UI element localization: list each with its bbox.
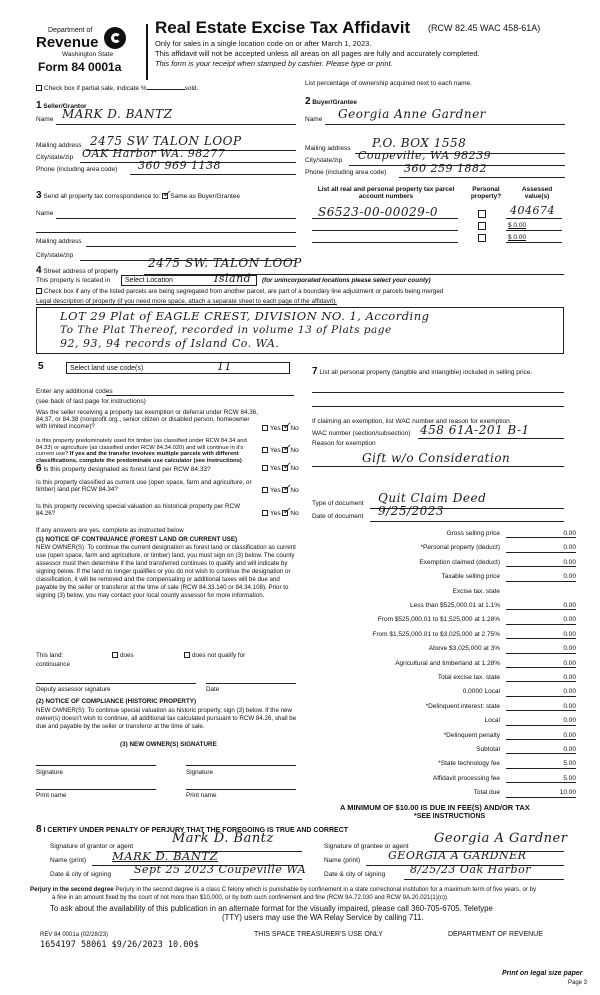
buyer-phone-label: Phone (including area code) bbox=[305, 169, 387, 176]
tax-line-label: *Delinquent penalty bbox=[443, 731, 500, 739]
tax-line-value[interactable]: 5.00 bbox=[506, 760, 576, 768]
tax-line-label: 0.0000 Local bbox=[462, 688, 500, 696]
grantee-date-label: Date & city of signing bbox=[324, 871, 386, 878]
dor-logo-icon bbox=[104, 27, 126, 49]
buyer-city-label: City/state/zip bbox=[305, 157, 343, 164]
notice2-body: NEW OWNER(S): To continue special valuation as historic property, sign (3) below. If the new owner(s) doesn't wish to continue, all additional tax calculated pursuant to RCW 84.26, shall be due and payable by the seller or transferor at the time of sale. bbox=[36, 707, 297, 731]
washington-state-label: Washington State bbox=[62, 51, 114, 58]
wac-label: WAC number (section/subsection) bbox=[312, 430, 411, 437]
seller-mail[interactable]: 2475 SW TALON LOOP bbox=[90, 134, 242, 148]
tax-line-label: Subtotal bbox=[476, 746, 500, 753]
tax-line-value[interactable]: 0.00 bbox=[506, 732, 576, 740]
legal-line-2: To The Plat Thereof, recorded in volume 13 of Plats page bbox=[60, 324, 392, 336]
location-select[interactable]: Select Location Island bbox=[121, 275, 257, 286]
seller-heading: 1 Seller/Grantor bbox=[36, 100, 87, 111]
tax-line-label: Local bbox=[484, 717, 500, 725]
forest-q1-yes-no: Yes ✓ No bbox=[262, 465, 299, 472]
timber-no-checkbox[interactable]: ✓ bbox=[282, 443, 292, 454]
doc-date-label: Date of document bbox=[312, 513, 364, 520]
grantor-signature[interactable]: Mark D. Bantz bbox=[172, 831, 274, 846]
assessed-value-1[interactable]: 404674 bbox=[510, 204, 555, 217]
legal-line-1: LOT 29 Plat of EAGLE CREST, DIVISION NO. 1, According bbox=[60, 309, 430, 323]
exemption-claim-label: If claiming an exemption, list WAC number and reason for exemption. bbox=[312, 418, 512, 425]
does-checkbox[interactable] bbox=[112, 652, 118, 658]
form-title: Real Estate Excise Tax Affidavit bbox=[155, 18, 411, 37]
forest-yes-checkbox[interactable] bbox=[262, 465, 268, 471]
seller-city-label: City/state/zip bbox=[36, 154, 74, 161]
certify-statement: 8 I CERTIFY UNDER PENALTY OF PERJURY THAT THE FOREGOING IS TRUE AND CORRECT bbox=[36, 824, 349, 835]
see-back-note: (see back of last page for instructions) bbox=[36, 398, 146, 405]
timber-yes-no: Yes ✓ No bbox=[262, 447, 299, 454]
owner-print-name-1: Print name bbox=[36, 792, 67, 799]
grantor-name[interactable]: MARK D. BANTZ bbox=[112, 849, 219, 863]
personal-property-label: 7 List all personal property (tangible and intangible) included in selling price. bbox=[312, 366, 533, 377]
grantee-name-label: Name (print) bbox=[324, 857, 361, 864]
doc-type-label: Type of document bbox=[312, 500, 364, 507]
owner-signature-label-2: Signature bbox=[186, 769, 213, 776]
forest-q3: Is this property receiving special valuation as historical property per RCW 84.26? bbox=[36, 503, 241, 518]
form-number: Form 84 0001a bbox=[38, 60, 122, 74]
tax-line-value[interactable]: 0.00 bbox=[506, 544, 576, 552]
location-label: This property is located in bbox=[36, 277, 111, 284]
legal-desc-label: Legal description of property (if you need more space, attach a separate sheet to each page of the affidavit). bbox=[36, 298, 337, 305]
exemption-question: Was the seller receiving a property tax exemption or deferral under RCW 84.36, 84.37, or 84.38 (nonprofit org., senior citizen or disabled person, homeowner with limited income)? bbox=[36, 409, 259, 431]
grantee-name[interactable]: GEORGIA A GARDNER bbox=[388, 849, 527, 862]
personal-property-checkbox-2[interactable] bbox=[478, 222, 486, 230]
tax-line-label: *Delinquent interest: state bbox=[425, 702, 500, 710]
tax-line-label: Total due bbox=[473, 789, 500, 797]
tax-line-value[interactable]: 0.00 bbox=[506, 674, 576, 682]
tax-line-label: *Personal property (deduct) bbox=[420, 544, 500, 552]
tax-line-label: Excise tax. state bbox=[452, 587, 500, 595]
buyer-heading: 2 Buyer/Grantee bbox=[305, 96, 358, 107]
buyer-mail-label: Mailing address bbox=[305, 145, 351, 152]
segregated-row: Check box if any of the listed parcels are being segregated from another parcel, are part of a boundary line adjustment or parcels being merged bbox=[36, 288, 443, 295]
tax-line-label: Above $3,025,000 at 3% bbox=[428, 645, 500, 653]
tax-line-value[interactable]: 0.00 bbox=[506, 717, 576, 725]
tax-line-label: From $525,000.01 to $1,525,000 at 1.28% bbox=[377, 616, 500, 624]
header-subtitle-1: Only for sales in a single location code on or after March 1, 2023. bbox=[155, 39, 372, 48]
tax-line-label: Taxable selling price bbox=[441, 573, 500, 581]
does-option: does bbox=[112, 652, 134, 659]
tax-line-label: Gross selling price bbox=[446, 530, 500, 537]
exemption-yes-no: Yes ✓ No bbox=[262, 425, 299, 432]
tax-line-label: Total excise tax. state bbox=[437, 674, 500, 681]
grantor-date[interactable]: Sept 25 2023 Coupeville WA bbox=[134, 863, 307, 876]
correspondence-row: 3 Send all property tax correspondence to: ✓ Same as Buyer/Grantee bbox=[36, 189, 240, 201]
historic-yes-checkbox[interactable] bbox=[262, 510, 268, 516]
partial-sale-row: Check box if partial sale, indicate % sold. bbox=[36, 85, 198, 92]
tax-line-value[interactable]: 0.00 bbox=[506, 616, 576, 624]
forest-q2: Is this property classified as current use (open space, farm and agriculture, or timber) land per RCW 84.34? bbox=[36, 479, 252, 494]
doc-type[interactable]: Quit Claim Deed bbox=[378, 491, 487, 505]
correspondence-city-label: City/state/zip bbox=[36, 252, 74, 259]
tax-line-value[interactable]: 0.00 bbox=[506, 660, 576, 668]
ownership-note: List percentage of ownership acquired next to each name. bbox=[305, 80, 472, 87]
doc-date[interactable]: 9/25/2023 bbox=[378, 504, 445, 518]
forest-no-checkbox[interactable]: ✓ bbox=[282, 461, 292, 472]
correspondence-name-label: Name bbox=[36, 210, 54, 217]
perjury-warning-1: Perjury in the second degree Perjury in the second degree is a class C felony which is punishable by confinement in a state correctional institution for a maximum term of five years, or by bbox=[30, 886, 537, 893]
header-subtitle-2: This affidavit will not be accepted unless all areas on all pages are fully and accurately completed. bbox=[155, 49, 480, 58]
tax-line-value[interactable]: 0.00 bbox=[506, 688, 576, 696]
tax-line-value[interactable]: 0.00 bbox=[506, 746, 576, 754]
deputy-date-label: Date bbox=[206, 686, 220, 693]
grantee-signature[interactable]: Georgia A Gardner bbox=[434, 831, 568, 846]
wac-number[interactable]: 458 61A-201 B-1 bbox=[420, 423, 530, 437]
assessed-col-header: Assessed value(s) bbox=[521, 186, 553, 201]
location-note: (for unincorporated locations please select your county) bbox=[262, 277, 431, 284]
buyer-phone[interactable]: 360 259 1882 bbox=[404, 162, 487, 175]
personal-property-checkbox-3[interactable] bbox=[478, 234, 486, 242]
tax-line-value[interactable]: 5.00 bbox=[506, 775, 576, 783]
forest-q3-yes-no: Yes ✓ No bbox=[262, 510, 299, 517]
tax-line-value[interactable]: 0.00 bbox=[506, 602, 576, 610]
exemption-yes-checkbox[interactable] bbox=[262, 425, 268, 431]
notice1-title: (1) NOTICE OF CONTINUANCE (FOREST LAND OR CURRENT USE) bbox=[36, 536, 238, 543]
grantor-date-label: Date & city of signing bbox=[50, 871, 112, 878]
does-not-checkbox[interactable] bbox=[184, 652, 190, 658]
forest-q1: 6 Is this property designated as forest land per RCW 84.33? bbox=[36, 463, 211, 474]
tax-line-value[interactable]: 0.00 bbox=[506, 703, 576, 711]
segregated-checkbox[interactable] bbox=[36, 288, 42, 294]
buyer-city[interactable]: Coupeville, WA 98239 bbox=[358, 149, 492, 162]
see-instructions: *SEE INSTRUCTIONS bbox=[414, 813, 486, 820]
notice2-title: (2) NOTICE OF COMPLIANCE (HISTORIC PROPERTY) bbox=[36, 698, 197, 705]
buyer-mail[interactable]: P.O. BOX 1558 bbox=[372, 136, 467, 150]
tax-line-value[interactable]: 0.00 bbox=[506, 573, 576, 581]
parcel-number-1[interactable]: S6523-00-00029-0 bbox=[318, 205, 439, 219]
page-number: Page 3 bbox=[568, 980, 588, 986]
grantee-sig-label: Signature of grantee or agent bbox=[324, 843, 409, 850]
revenue-logo-text: Revenue bbox=[36, 34, 99, 51]
alt-format-1: To ask about the availability of this publication in an alternate format for the visually impaired, please call 360-705-6705. Teletype bbox=[50, 904, 493, 913]
tax-line-label: *State technology fee bbox=[438, 760, 500, 768]
timber-yes-checkbox[interactable] bbox=[262, 447, 268, 453]
correspondence-mail-label: Mailing address bbox=[36, 238, 82, 245]
land-use-select[interactable]: Select land use code(s) 11 bbox=[66, 362, 290, 374]
seller-phone-label: Phone (including area code) bbox=[36, 166, 118, 173]
tax-line-value[interactable]: 0.00 bbox=[506, 530, 576, 538]
tax-line-label: Less than $525,000.01 at 1.1% bbox=[410, 602, 500, 609]
personal-property-checkbox-1[interactable] bbox=[478, 210, 486, 218]
if-yes-note: If any answers are yes, complete as instructed below bbox=[36, 527, 184, 534]
notice1-body: NEW OWNER(S): To continue the current designation as forest land or classification as current use (open space, farm and agriculture, or timber) land, you must sign on (3) below. The county assessor must then determine if the land transferred continues to qualify and will indicate by signing below. If the land no longer qualifies or you do not wish to continue the designation or classification, it will be removed and the compensating or additional taxes will be due and payable by the seller or transferor at the time of sale (RCW 84.33.140 or 84.34.108). Prior to signing (3) below, you may contact your local county assessor for more information. bbox=[36, 544, 296, 600]
alt-format-2: (TTY) users may use the WA Relay Service by calling 711. bbox=[222, 913, 424, 922]
assessed-value-2[interactable]: $ 0.00 bbox=[508, 222, 527, 229]
exemption-reason[interactable]: Gift w/o Consideration bbox=[362, 451, 511, 465]
tax-line-value[interactable]: 10.00 bbox=[506, 789, 576, 797]
section-5-number: 5 bbox=[38, 361, 44, 372]
seller-city[interactable]: OAK Harbor WA. 98277 bbox=[82, 147, 226, 160]
dept-revenue-footer: DEPARTMENT OF REVENUE bbox=[448, 931, 543, 938]
grantor-sig-label: Signature of grantor or agent bbox=[50, 843, 134, 850]
grantor-name-label: Name (print) bbox=[50, 857, 87, 864]
new-owner-sig-title: (3) NEW OWNER(S) SIGNATURE bbox=[120, 741, 217, 748]
tax-line-value[interactable]: 0.00 bbox=[506, 559, 576, 567]
this-land-label: This land: bbox=[36, 652, 64, 659]
current-use-no-checkbox[interactable]: ✓ bbox=[282, 483, 292, 494]
seller-name[interactable]: MARK D. BANTZ bbox=[62, 107, 173, 121]
minimum-due-note: A MINIMUM OF $10.00 IS DUE IN FEE(S) AND/OR TAX bbox=[340, 803, 530, 812]
tax-line-value[interactable]: 0.00 bbox=[506, 645, 576, 653]
historic-no-checkbox[interactable]: ✓ bbox=[282, 506, 292, 517]
partial-sale-checkbox[interactable] bbox=[36, 85, 42, 91]
owner-signature-label-1: Signature bbox=[36, 769, 63, 776]
exemption-no-checkbox[interactable]: ✓ bbox=[282, 421, 292, 432]
legal-line-3: 92, 93, 94 records of Island Co. WA. bbox=[60, 337, 280, 350]
personal-col-header: Personal property? bbox=[470, 186, 502, 201]
tax-line-label: Exemption claimed (deduct) bbox=[419, 558, 500, 566]
department-label: Department of bbox=[48, 27, 93, 34]
rev-number: REV 84 0001a (02/28/23) bbox=[40, 932, 109, 938]
seller-mail-label: Mailing address bbox=[36, 142, 82, 149]
assessed-value-3[interactable]: $ 0.00 bbox=[508, 234, 527, 241]
treasurer-use-label: THIS SPACE TREASURER'S USE ONLY bbox=[254, 931, 383, 938]
property-street[interactable]: 2475 SW. TALON LOOP bbox=[148, 256, 302, 270]
tax-line-label: Affidavit processing fee bbox=[432, 774, 500, 782]
grantee-date[interactable]: 8/25/23 Oak Harbor bbox=[410, 863, 531, 876]
same-as-buyer-checkbox[interactable]: ✓ bbox=[162, 189, 172, 200]
rcw-reference: (RCW 82.45 WAC 458-61A) bbox=[428, 23, 541, 33]
street-address-label: 4 Street address of property bbox=[36, 265, 119, 276]
seller-name-label: Name bbox=[36, 116, 54, 123]
deputy-signature-label: Deputy assessor signature bbox=[36, 686, 111, 693]
buyer-name[interactable]: Georgia Anne Gardner bbox=[338, 107, 486, 121]
timber-question: Is this property predominately used for timber (as classified under RCW 84.34 and 84.33) or agriculture (as classified under RCW 84.34.020) and will continue in it's current use? If yes and the transfer involves multiple parcels with different classifications, complete the predominate use calculator (see instructions) bbox=[36, 438, 247, 464]
cashier-stamp: 1654197 58061 $9/26/2023 10.00$ bbox=[40, 940, 199, 950]
tax-line-label: From $1,525,000.01 to $3,025,000 at 2.75% bbox=[372, 630, 500, 638]
forest-q2-yes-no: Yes ✓ No bbox=[262, 487, 299, 494]
seller-phone[interactable]: 360 969 1138 bbox=[138, 159, 221, 172]
tax-line-value[interactable]: 0.00 bbox=[506, 631, 576, 639]
continuance-label: continuance bbox=[36, 661, 70, 668]
tax-line-label: Agricultural and timberland at 1.28% bbox=[395, 659, 500, 667]
legal-size-note: Print on legal size paper bbox=[502, 970, 583, 977]
does-not-option: does not qualify for bbox=[184, 652, 245, 659]
owner-print-name-2: Print name bbox=[186, 792, 217, 799]
buyer-name-label: Name bbox=[305, 116, 323, 123]
additional-codes-label: Enter any additional codes bbox=[36, 388, 113, 395]
reason-label: Reason for exemption bbox=[312, 440, 376, 447]
parcel-col-header: List all real and personal property tax parcel account numbers bbox=[317, 186, 455, 201]
current-use-yes-checkbox[interactable] bbox=[262, 487, 268, 493]
header-subtitle-3: This form is your receipt when stamped by cashier. Please type or print. bbox=[155, 59, 393, 68]
header-divider bbox=[146, 24, 148, 80]
perjury-warning-2: a fine in an amount fixed by the court of not more than $10,000, or by both such confinement and fine (RCW 9A.72.030 and RCW 9A.20.021(1)(c)). bbox=[52, 894, 449, 901]
